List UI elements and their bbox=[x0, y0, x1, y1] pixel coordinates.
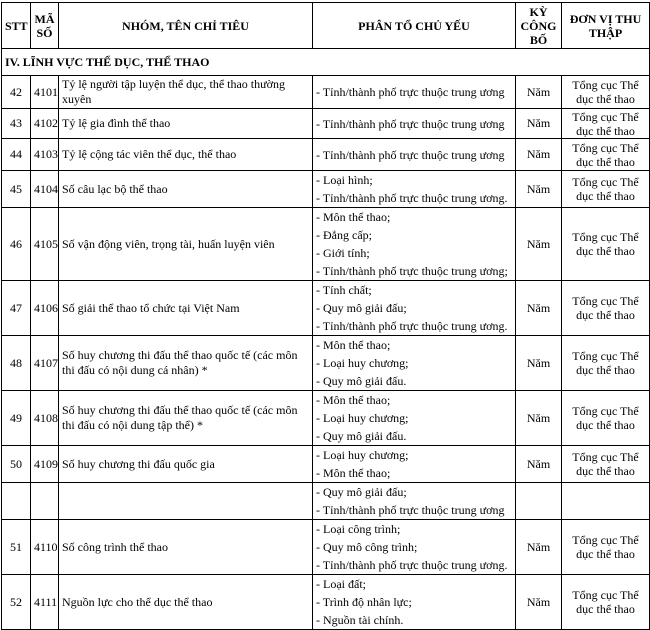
row-ma-so: 4111 bbox=[31, 575, 59, 630]
breakdown-item: - Quy mô giải đấu. bbox=[316, 429, 407, 443]
row-stt: 50 bbox=[2, 446, 31, 483]
row-unit: Tổng cục Thể dục thể thao bbox=[562, 336, 650, 391]
row-stt: 49 bbox=[2, 391, 31, 446]
row-breakdown bbox=[313, 391, 516, 446]
row-unit: Tổng cục Thể dục thể thao bbox=[562, 109, 650, 139]
breakdown-item: - Loại hình; bbox=[316, 173, 373, 187]
header-phan-to: PHÂN TỔ CHỦ YẾU bbox=[313, 3, 516, 49]
table-row bbox=[2, 391, 650, 446]
row-stt: 51 bbox=[2, 520, 31, 575]
row-period: Năm bbox=[516, 281, 562, 336]
row-period: Năm bbox=[516, 336, 562, 391]
row-ma-so: 4104 bbox=[31, 171, 59, 208]
breakdown-item: - Tỉnh/thành phố trực thuộc trung ương; bbox=[316, 264, 508, 278]
row-ma-so: 4108 bbox=[31, 391, 59, 446]
row-unit: Tổng cục Thể dục thể thao bbox=[562, 520, 650, 575]
row-period: Năm bbox=[516, 171, 562, 208]
row-name: Số huy chương thi đấu thể thao quốc tế (các môn thi đấu có nội dung tập thể) * bbox=[59, 391, 313, 446]
row-period: Năm bbox=[516, 208, 562, 281]
row-stt: 47 bbox=[2, 281, 31, 336]
breakdown-item: - Tỉnh/thành phố trực thuộc trung ương. bbox=[316, 558, 508, 572]
header-ky: KỲ CÔNG BỐ bbox=[516, 3, 562, 49]
row-stt: 48 bbox=[2, 336, 31, 391]
row-period bbox=[516, 483, 562, 520]
row-unit bbox=[562, 483, 650, 520]
table-row bbox=[2, 281, 650, 336]
row-breakdown bbox=[313, 520, 516, 575]
row-unit: Tổng cục Thể dục thể thao bbox=[562, 139, 650, 171]
row-breakdown bbox=[313, 446, 516, 483]
table-row bbox=[2, 208, 650, 281]
row-name bbox=[59, 483, 313, 520]
breakdown-item: - Tính chất; bbox=[316, 283, 372, 297]
breakdown-item: - Quy mô công trình; bbox=[316, 540, 418, 554]
breakdown-item: - Loại huy chương; bbox=[316, 356, 409, 370]
breakdown-item: - Loại huy chương; bbox=[316, 448, 409, 462]
header-ma-so: MÃ SỐ bbox=[31, 3, 59, 49]
row-unit: Tổng cục Thể dục thể thao bbox=[562, 391, 650, 446]
table-row bbox=[2, 520, 650, 575]
row-ma-so: 4102 bbox=[31, 109, 59, 139]
section-title: IV. LĨNH VỰC THỂ DỤC, THỂ THAO bbox=[2, 49, 650, 76]
row-ma-so: 4107 bbox=[31, 336, 59, 391]
breakdown-item: - Đẳng cấp; bbox=[316, 228, 372, 242]
row-stt: 45 bbox=[2, 171, 31, 208]
row-name: Nguồn lực cho thể dục thể thao bbox=[59, 575, 313, 630]
row-breakdown bbox=[313, 281, 516, 336]
breakdown-item: - Tỉnh/thành phố trực thuộc trung ương bbox=[316, 85, 505, 99]
row-period: Năm bbox=[516, 139, 562, 171]
row-stt: 46 bbox=[2, 208, 31, 281]
breakdown-item: - Tỉnh/thành phố trực thuộc trung ương bbox=[316, 147, 505, 162]
table-row bbox=[2, 575, 650, 630]
breakdown-item: - Giới tính; bbox=[316, 246, 370, 260]
breakdown-item: - Tỉnh/thành phố trực thuộc trung ương bbox=[316, 503, 505, 517]
row-stt: 52 bbox=[2, 575, 31, 630]
row-period: Năm bbox=[516, 446, 562, 483]
row-name: Số vận động viên, trọng tài, huấn luyện viên bbox=[59, 208, 313, 281]
row-breakdown bbox=[313, 76, 516, 109]
header-stt: STT bbox=[2, 3, 31, 49]
row-ma-so: 4101 bbox=[31, 76, 59, 109]
table-row bbox=[2, 483, 650, 520]
breakdown-item: - Quy mô giải đấu; bbox=[316, 301, 407, 315]
row-name: Số huy chương thi đấu quốc gia bbox=[59, 446, 313, 483]
table-row bbox=[2, 76, 650, 109]
row-name: Số câu lạc bộ thể thao bbox=[59, 171, 313, 208]
table-row bbox=[2, 171, 650, 208]
row-period: Năm bbox=[516, 520, 562, 575]
breakdown-item: - Nguồn tài chính. bbox=[316, 613, 404, 627]
breakdown-item: - Loại huy chương; bbox=[316, 411, 409, 425]
breakdown-item: - Môn thể thao; bbox=[316, 210, 391, 224]
header-nhom: NHÓM, TÊN CHỈ TIÊU bbox=[59, 3, 313, 49]
table-row bbox=[2, 109, 650, 139]
row-period: Năm bbox=[516, 575, 562, 630]
row-breakdown bbox=[313, 139, 516, 171]
row-name: Số giải thể thao tổ chức tại Việt Nam bbox=[59, 281, 313, 336]
row-period: Năm bbox=[516, 391, 562, 446]
row-breakdown bbox=[313, 171, 516, 208]
breakdown-item: - Trình độ nhân lực; bbox=[316, 595, 412, 609]
row-period: Năm bbox=[516, 109, 562, 139]
breakdown-item: - Loại công trình; bbox=[316, 522, 401, 536]
row-ma-so: 4103 bbox=[31, 139, 59, 171]
row-unit: Tổng cục Thể dục thể thao bbox=[562, 575, 650, 630]
row-breakdown bbox=[313, 483, 516, 520]
header-row bbox=[2, 3, 650, 49]
table-row bbox=[2, 139, 650, 171]
breakdown-item: - Loại đất; bbox=[316, 577, 366, 591]
breakdown-item: - Tỉnh/thành phố trực thuộc trung ương. bbox=[316, 319, 508, 333]
header-don-vi: ĐƠN VỊ THU THẬP bbox=[562, 3, 650, 49]
breakdown-item: - Tỉnh/thành phố trực thuộc trung ương. bbox=[316, 191, 508, 205]
row-unit: Tổng cục Thể dục thể thao bbox=[562, 171, 650, 208]
row-ma-so bbox=[31, 483, 59, 520]
row-name: Số huy chương thi đấu thể thao quốc tế (các môn thi đấu có nội dung cá nhân) * bbox=[59, 336, 313, 391]
breakdown-item: - Môn thể thao; bbox=[316, 338, 391, 352]
breakdown-item: - Môn thể thao; bbox=[316, 466, 391, 480]
row-period: Năm bbox=[516, 76, 562, 109]
breakdown-item: - Môn thể thao; bbox=[316, 393, 391, 407]
breakdown-item: - Quy mô giải đấu. bbox=[316, 374, 407, 388]
row-stt bbox=[2, 483, 31, 520]
row-stt: 44 bbox=[2, 139, 31, 171]
row-unit: Tổng cục Thể dục thể thao bbox=[562, 446, 650, 483]
row-ma-so: 4106 bbox=[31, 281, 59, 336]
row-unit: Tổng cục Thể dục thể thao bbox=[562, 208, 650, 281]
row-ma-so: 4105 bbox=[31, 208, 59, 281]
section-row bbox=[2, 49, 650, 76]
breakdown-item: - Tỉnh/thành phố trực thuộc trung ương bbox=[316, 116, 505, 131]
row-stt: 42 bbox=[2, 76, 31, 109]
indicator-table bbox=[1, 2, 650, 630]
row-ma-so: 4110 bbox=[31, 520, 59, 575]
row-breakdown bbox=[313, 208, 516, 281]
row-name: Số công trình thể thao bbox=[59, 520, 313, 575]
table-row bbox=[2, 336, 650, 391]
row-name: Tỷ lệ gia đình thể thao bbox=[59, 109, 313, 139]
row-breakdown bbox=[313, 575, 516, 630]
row-name: Tỷ lệ người tập luyện thể dục, thể thao thường xuyên bbox=[59, 76, 313, 109]
table-row bbox=[2, 446, 650, 483]
row-stt: 43 bbox=[2, 109, 31, 139]
row-unit: Tổng cục Thể dục thể thao bbox=[562, 281, 650, 336]
row-breakdown bbox=[313, 336, 516, 391]
row-ma-so: 4109 bbox=[31, 446, 59, 483]
breakdown-item: - Quy mô giải đấu; bbox=[316, 485, 407, 499]
row-breakdown bbox=[313, 109, 516, 139]
row-name: Tỷ lệ cộng tác viên thể dục, thể thao bbox=[59, 139, 313, 171]
row-unit: Tổng cục Thể dục thể thao bbox=[562, 76, 650, 109]
